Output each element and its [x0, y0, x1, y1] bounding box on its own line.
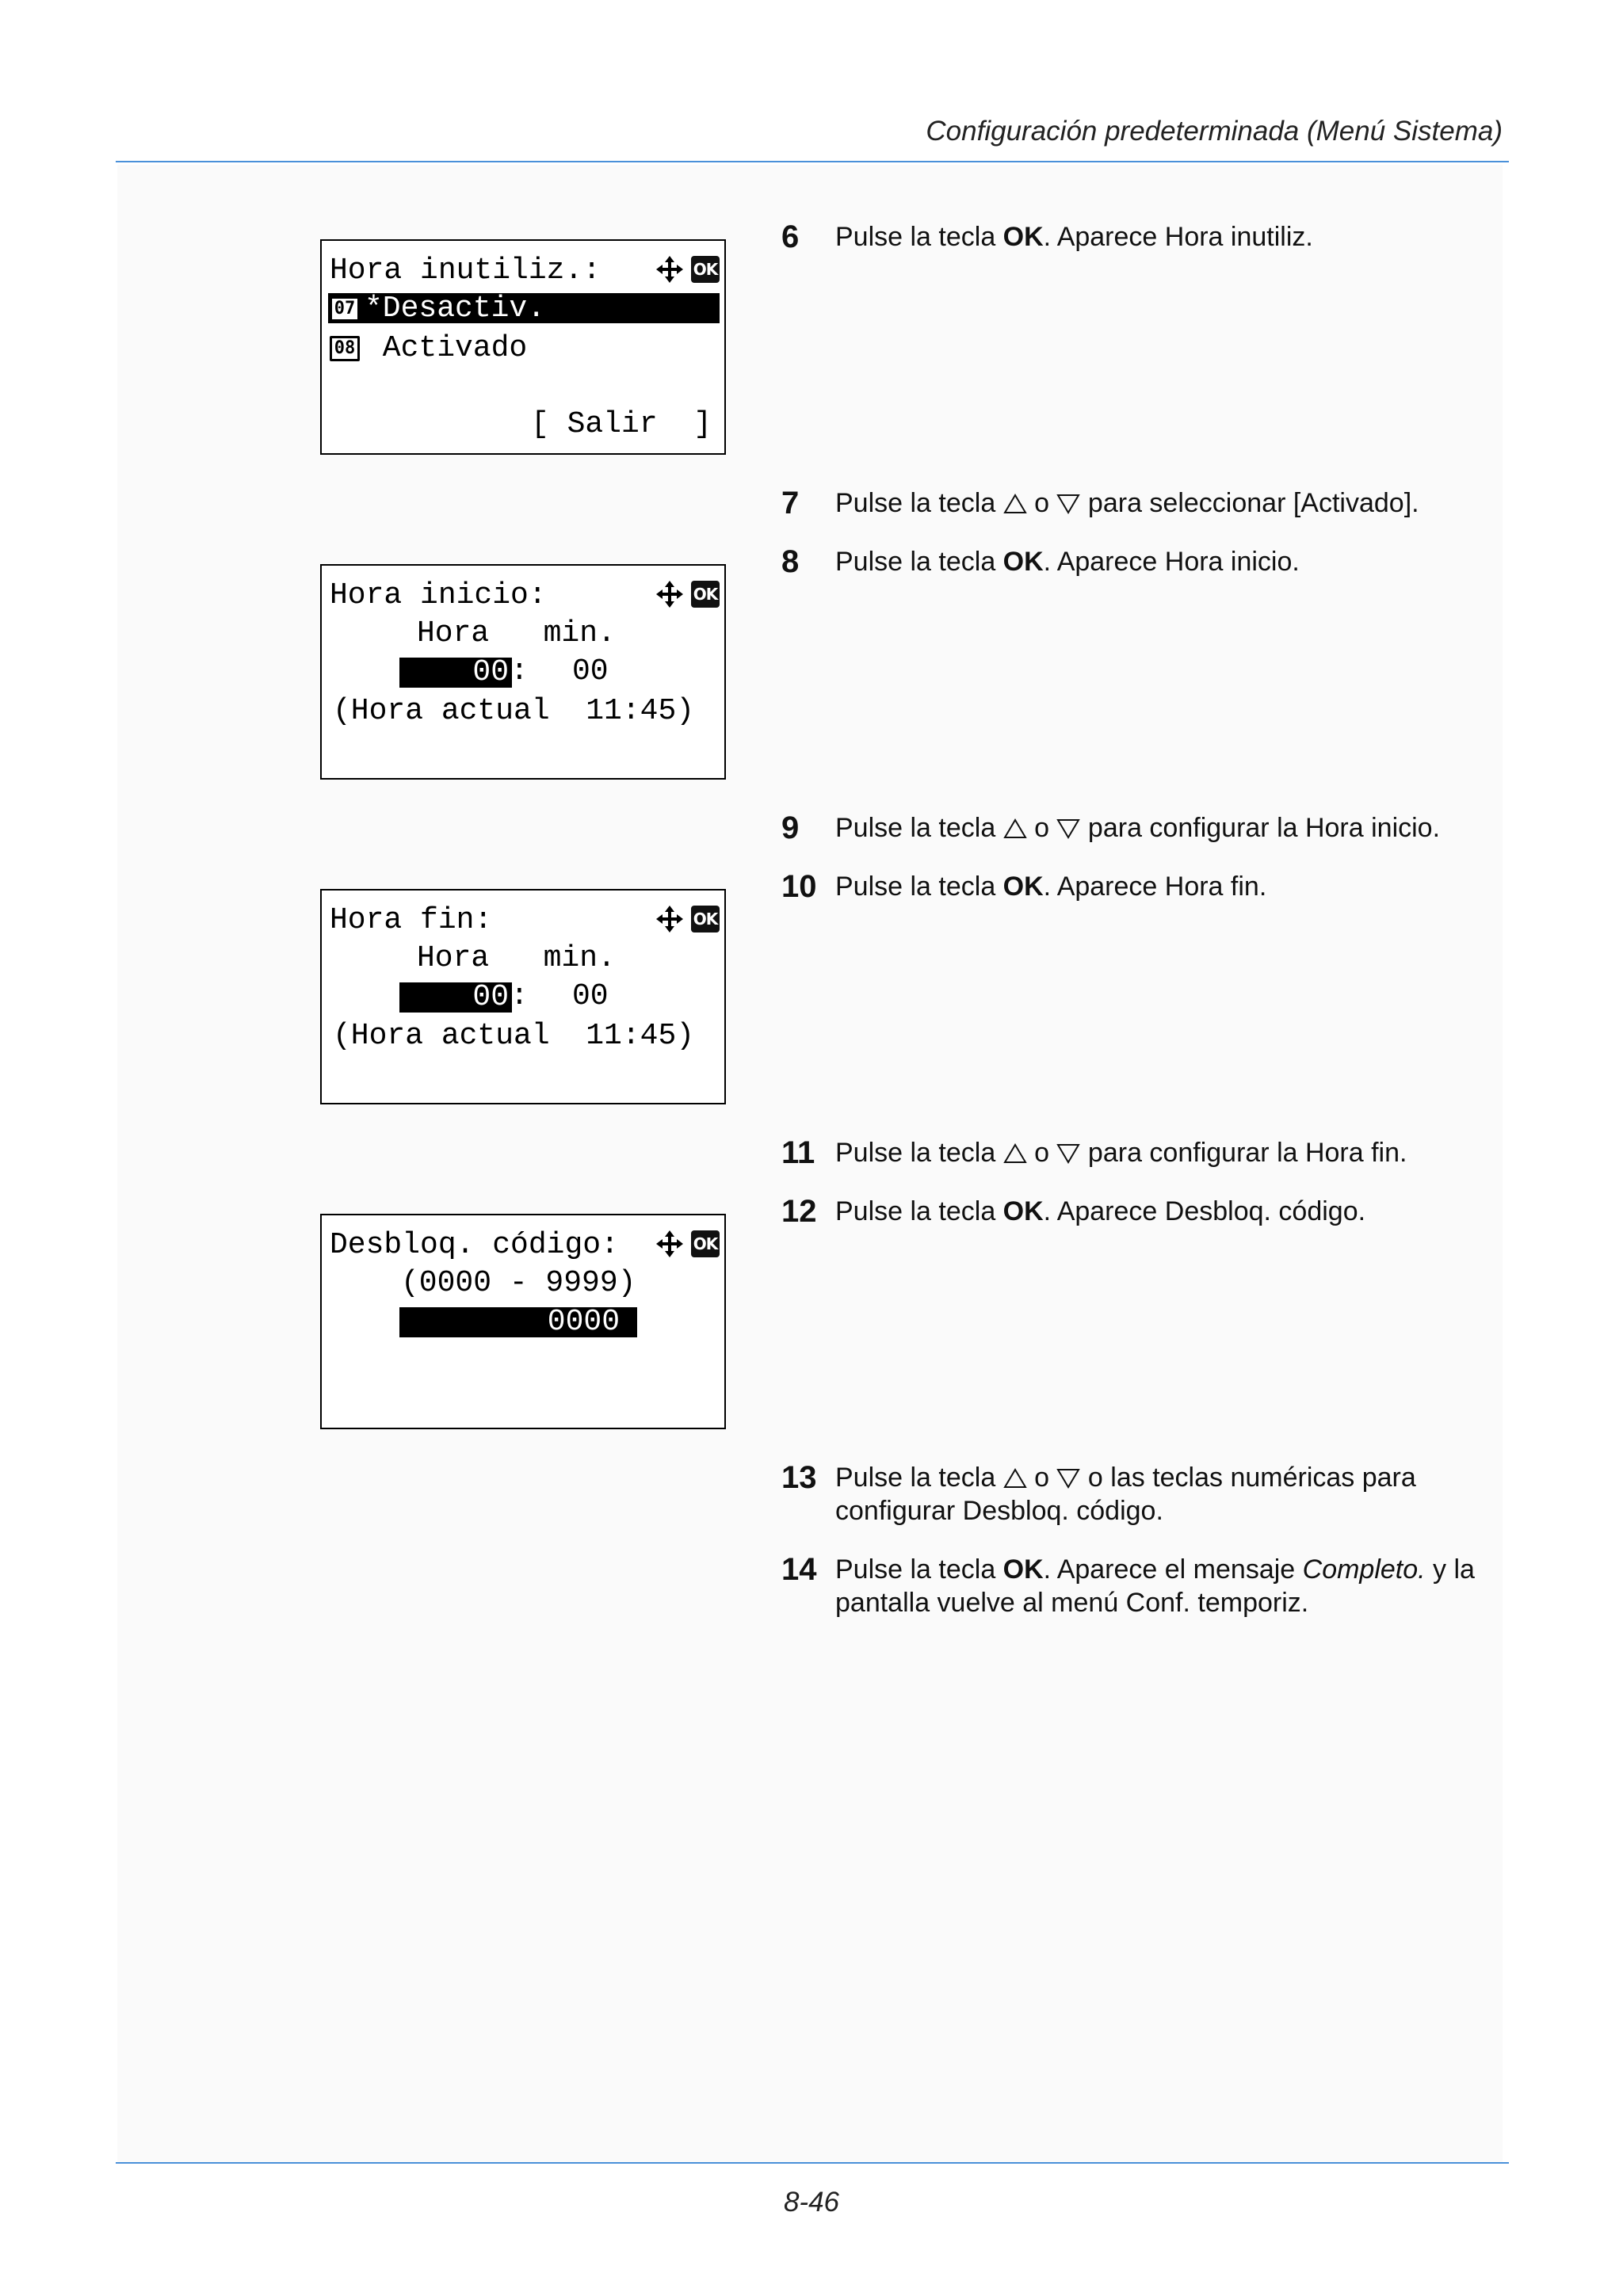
- step-13: [781, 1461, 1495, 1527]
- step-9: [781, 811, 1495, 845]
- time-column-labels: Hora min.: [417, 616, 616, 650]
- menu-item-activado[interactable]: [330, 331, 527, 366]
- step-12: [781, 1195, 1495, 1228]
- step-text: Pulse la tecla OK. Aparece Hora inutiliz.: [835, 222, 1313, 252]
- lcd-screen-unused-time: [320, 239, 726, 455]
- step-7: [781, 486, 1495, 520]
- step-11: [781, 1136, 1495, 1169]
- nav-keys: [655, 1230, 720, 1258]
- footer-rule: [116, 2162, 1509, 2164]
- ok-key-label: OK: [1002, 1554, 1044, 1585]
- ok-key-label: OK: [1002, 547, 1044, 577]
- page-number: 8-46: [783, 2187, 840, 2218]
- menu-item-label: *Desactiv.: [365, 292, 546, 326]
- down-triangle-icon: [1056, 1143, 1080, 1164]
- ok-key-label: OK: [1002, 871, 1044, 902]
- ok-key-label: OK: [1002, 222, 1044, 252]
- code-range: (0000 - 9999): [401, 1266, 636, 1300]
- step-number: 8: [781, 544, 800, 579]
- step-8: [781, 545, 1495, 578]
- message-name: Completo.: [1302, 1554, 1426, 1585]
- step-text: Pulse la tecla o para configurar la Hora inicio.: [835, 813, 1441, 843]
- step-text: Pulse la tecla OK. Aparece el mensaje Completo. y la pantalla vuelve al menú Conf. temporiz.: [835, 1554, 1475, 1618]
- step-number: 13: [781, 1460, 817, 1495]
- cross-arrows-icon: [655, 1229, 685, 1259]
- nav-keys: [655, 905, 720, 933]
- up-triangle-icon: [1003, 1468, 1027, 1489]
- time-column-labels: Hora min.: [417, 941, 616, 975]
- screen-title: Hora inutiliz.:: [330, 254, 601, 288]
- step-number: 7: [781, 486, 800, 521]
- running-header: Configuración predeterminada (Menú Sistema): [926, 116, 1503, 147]
- step-number: 11: [781, 1135, 815, 1170]
- step-text: Pulse la tecla o o las teclas numéricas para configurar Desbloq. código.: [835, 1463, 1416, 1526]
- cross-arrows-icon: [655, 904, 685, 934]
- step-text: Pulse la tecla o para configurar la Hora fin.: [835, 1138, 1407, 1168]
- step-text: Pulse la tecla o para seleccionar [Activado].: [835, 488, 1419, 518]
- nav-keys: [655, 580, 720, 608]
- step-text: Pulse la tecla OK. Aparece Hora fin.: [835, 871, 1267, 902]
- ok-key-icon: OK: [691, 906, 720, 933]
- cross-arrows-icon: [655, 579, 685, 609]
- step-text: Pulse la tecla OK. Aparece Desbloq. código.: [835, 1196, 1366, 1226]
- step-number: 14: [781, 1552, 817, 1587]
- lcd-screen-end-time: [320, 889, 726, 1104]
- unlock-code-field[interactable]: 0000: [399, 1307, 637, 1337]
- minute-field[interactable]: 00: [572, 979, 609, 1013]
- time-separator: :: [510, 979, 529, 1013]
- time-separator: :: [510, 654, 529, 688]
- step-number: 9: [781, 810, 800, 845]
- hour-field[interactable]: 00: [399, 982, 512, 1013]
- item-number-badge: 07: [330, 296, 360, 322]
- ok-key-icon: OK: [691, 1230, 720, 1257]
- minute-field[interactable]: 00: [572, 654, 609, 688]
- item-number-badge: 08: [330, 336, 360, 361]
- step-number: 12: [781, 1194, 817, 1229]
- header-rule: [116, 161, 1509, 162]
- menu-item-label: Activado: [365, 331, 528, 365]
- ok-key-icon: OK: [691, 581, 720, 608]
- lcd-screen-start-time: [320, 564, 726, 780]
- down-triangle-icon: [1056, 494, 1080, 514]
- screen-title: Hora inicio:: [330, 578, 547, 612]
- step-text: Pulse la tecla OK. Aparece Hora inicio.: [835, 547, 1300, 577]
- screen-title: Hora fin:: [330, 903, 493, 937]
- current-time-readout: (Hora actual 11:45): [333, 1019, 695, 1053]
- ok-key-label: OK: [1002, 1196, 1044, 1226]
- step-number: 6: [781, 219, 800, 254]
- step-10: [781, 870, 1495, 903]
- nav-keys: [655, 255, 720, 284]
- step-14: [781, 1553, 1495, 1619]
- ok-key-icon: OK: [691, 256, 720, 283]
- step-6: [781, 220, 1495, 254]
- up-triangle-icon: [1003, 1143, 1027, 1164]
- up-triangle-icon: [1003, 494, 1027, 514]
- menu-item-desactiv[interactable]: [330, 292, 545, 326]
- cross-arrows-icon: [655, 254, 685, 284]
- down-triangle-icon: [1056, 1468, 1080, 1489]
- up-triangle-icon: [1003, 818, 1027, 839]
- step-number: 10: [781, 869, 817, 904]
- exit-softkey[interactable]: [ Salir ]: [531, 407, 712, 441]
- lcd-screen-unlock-code: [320, 1214, 726, 1429]
- hour-field[interactable]: 00: [399, 658, 512, 688]
- down-triangle-icon: [1056, 818, 1080, 839]
- current-time-readout: (Hora actual 11:45): [333, 694, 695, 728]
- screen-title: Desbloq. código:: [330, 1228, 619, 1262]
